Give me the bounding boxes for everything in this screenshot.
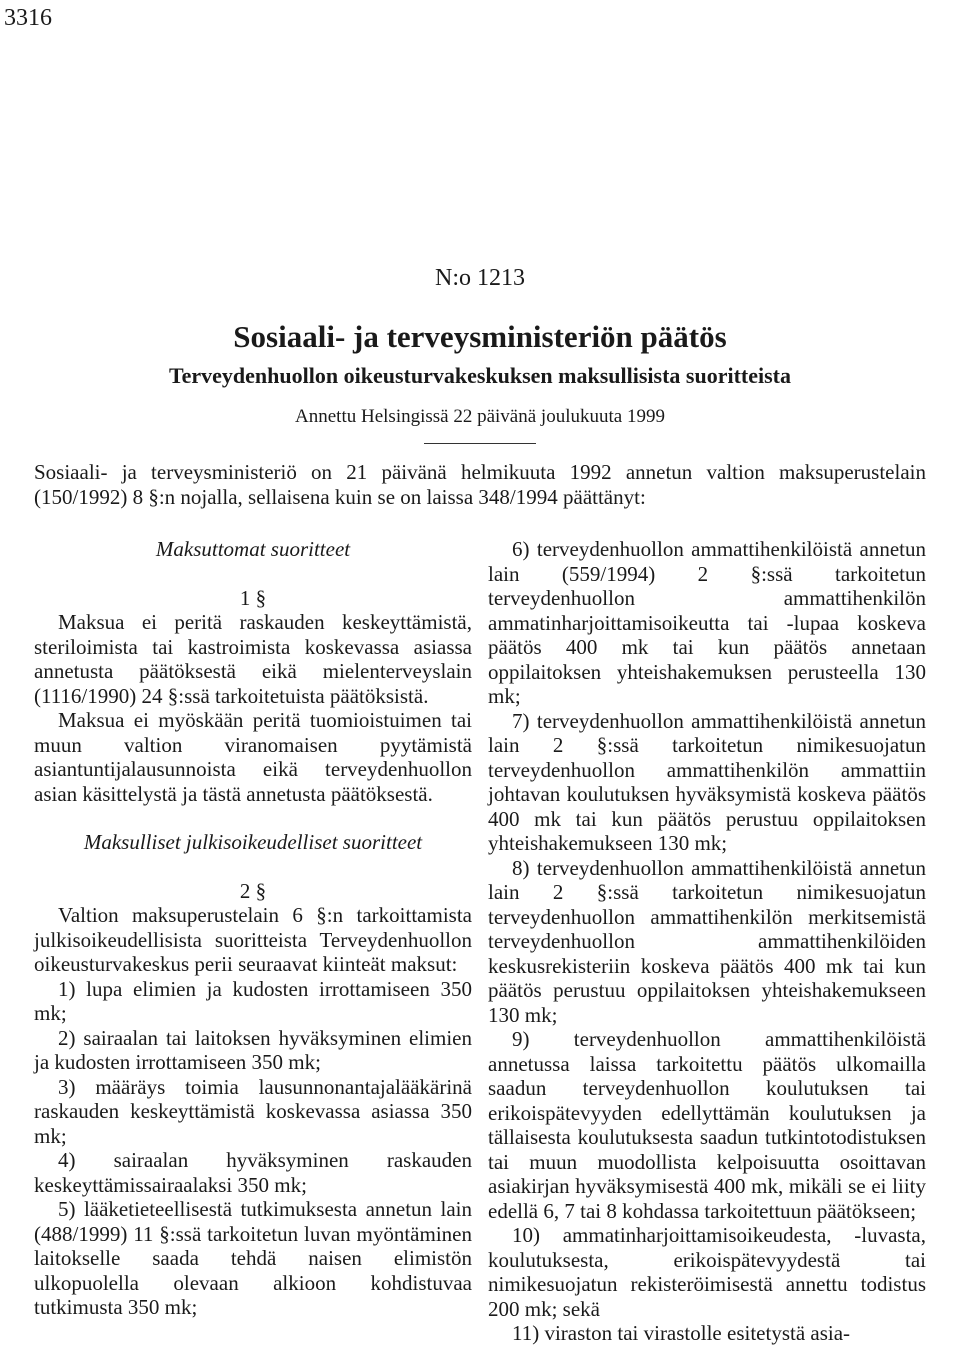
preamble: Sosiaali- ja terveysministeriö on 21 päivänä helmikuuta 1992 annetun valtion maksuperustelain (150/1992) 8 §:n nojalla, sellaisena kuin se on laissa 348/1994 päättänyt:	[34, 460, 926, 509]
list-item: 10) ammatinharjoittamisoikeudesta, -luvasta, koulutuksesta, erikoispätevyydestä tai nimikesuojatun rekisteröimisestä annettu todistus 200 mk; sekä	[488, 1223, 926, 1321]
section-1-paragraph-1: Maksua ei peritä raskauden keskeyttämistä, steriloimista tai kastroimista koskevassa asiassa annetusta päätöksestä eikä mielenterveyslain (1116/1990) 24 §:ssä tarkoitetuista päätöksistä.	[34, 610, 472, 708]
page-number: 3316	[4, 5, 52, 31]
list-item: 11) viraston tai virastolle esitetystä asia-	[512, 1321, 851, 1345]
statute-number: N:o 1213	[435, 265, 525, 291]
list-item: 4) sairaalan hyväksyminen raskauden keskeyttämissairaalaksi 350 mk;	[34, 1148, 472, 1197]
document-title: Sosiaali- ja terveysministeriön päätös	[233, 319, 727, 354]
list-item: 6) terveydenhuollon ammattihenkilöistä annetun lain (559/1994) 2 §:ssä tarkoitetun terveydenhuollon ammattihenkilön ammatinharjoittamisoikeutta tai -lupaa koskeva päätös 400 mk tai kun päätös annetaan oppilaitoksen yhteishakemuksen perusteella 130 mk;	[488, 537, 926, 708]
list-item: 1) lupa elimien ja kudosten irrottamiseen 350 mk;	[34, 976, 472, 1025]
left-column	[34, 537, 472, 1320]
list-item: 8) terveydenhuollon ammattihenkilöistä annetun lain 2 §:ssä tarkoitetun nimikesuojatun terveydenhuollon ammattihenkilön merkitsemistä terveydenhuollon ammattihenkilöiden keskusrekisteriin koskeva päätös 400 mk tai kun päätös perustuu oppilaitoksen yhteishakemukseen 130 mk;	[488, 855, 926, 1027]
section-1-paragraph-2: Maksua ei myöskään peritä tuomioistuimen tai muun valtion viranomaisen pyytämistä asiantuntijalausunnoista eikä terveydenhuollon asian käsittelystä ja tästä annetusta päätöksestä.	[34, 708, 472, 806]
heading-paid-services: Maksulliset julkisoikeudelliset suoritteet	[83, 830, 423, 854]
section-2-paragraph-1: Valtion maksuperustelain 6 §:n tarkoittamista julkisoikeudellisista suoritteista Terveydenhuollon oikeusturvakeskus perii seuraavat kiinteät maksut:	[34, 903, 472, 976]
list-item: 3) määräys toimia lausunnonantajalääkärinä raskauden keskeyttämistä koskevassa asiassa 350 mk;	[34, 1074, 472, 1148]
document-header	[0, 262, 960, 444]
section-2-heading: 2 §	[239, 878, 267, 903]
document-subtitle: Terveydenhuollon oikeusturvakeskuksen maksullisista suoritteista	[168, 363, 792, 388]
dateline: Annettu Helsingissä 22 päivänä joulukuuta 1999	[295, 406, 665, 427]
section-1-heading: 1 §	[239, 585, 267, 610]
list-item: 9) terveydenhuollon ammattihenkilöistä annetussa laissa tarkoitettu päätös ulkomailla saadun terveydenhuollon koulutuksen tai erikoispätevyyden edellyttämän koulutuksen ja tällaisesta koulutuksesta saadun tutkintotodistuksen tai muun muodollista kelpoisuutta osoittavan asiakirjan hyväksymisestä 400 mk, mikäli se ei liity edellä 6, 7 tai 8 kohdassa tarkoitettuun päätökseen;	[488, 1027, 926, 1223]
list-item: 2) sairaalan tai laitoksen hyväksyminen elimien ja kudosten irrottamiseen 350 mk;	[34, 1025, 472, 1074]
right-column	[488, 537, 926, 1346]
list-item: 5) lääketieteellisestä tutkimuksesta annetun lain (488/1999) 11 §:ssä tarkoitetun luvan myöntäminen laitokselle saada tehdä naisen elimistön ulkopuolella olevaan alkioon kohdistuvaa tutkimusta 350 mk;	[34, 1197, 472, 1319]
divider	[424, 443, 536, 444]
list-item: 7) terveydenhuollon ammattihenkilöistä annetun lain 2 §:ssä tarkoitetun nimikesuojatun terveydenhuollon ammattihenkilön ammattiin johtavan koulutuksen hyväksymistä koskeva päätös 400 mk tai kun päätös perustuu oppilaitoksen yhteishakemukseen 130 mk;	[488, 708, 926, 855]
heading-free-services: Maksuttomat suoritteet	[155, 537, 351, 561]
